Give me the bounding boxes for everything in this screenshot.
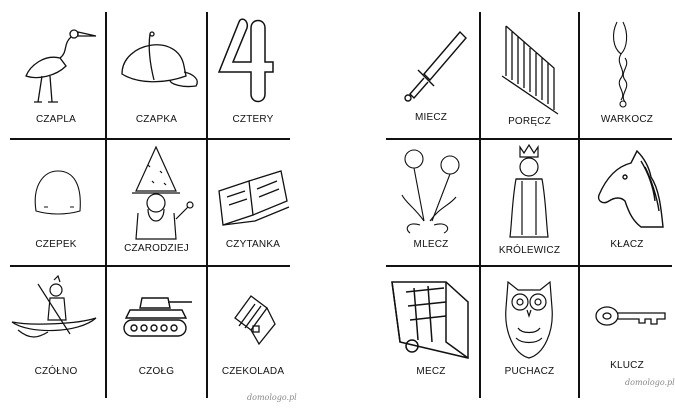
card-czapka bbox=[108, 14, 205, 138]
card-label: CZAPLA bbox=[35, 114, 77, 125]
card-label: KŁACZ bbox=[610, 239, 644, 250]
card-label: PORĘCZ bbox=[508, 116, 551, 127]
card-label: MIECZ bbox=[414, 112, 448, 123]
card-czolno bbox=[8, 268, 104, 392]
key-icon bbox=[581, 268, 673, 392]
card-label: CZOŁG bbox=[138, 366, 175, 377]
card-krolewicz bbox=[482, 141, 577, 265]
card-label: CZYTANKA bbox=[225, 239, 281, 250]
card-label: KRÓLEWICZ bbox=[498, 245, 561, 256]
card-cztery bbox=[209, 14, 297, 138]
card-label: PUCHACZ bbox=[504, 366, 555, 377]
card-mlecz bbox=[384, 141, 478, 265]
card-label: CZEPEK bbox=[35, 239, 77, 250]
left-board bbox=[0, 0, 300, 408]
card-mecz bbox=[384, 268, 478, 392]
card-klucz bbox=[581, 268, 673, 392]
card-porecz bbox=[482, 14, 577, 138]
card-label: MLECZ bbox=[413, 239, 449, 250]
card-czarodziej bbox=[108, 141, 205, 265]
card-czytanka bbox=[209, 141, 297, 265]
card-label: CZARODZIEJ bbox=[124, 243, 189, 254]
card-miecz bbox=[384, 14, 478, 138]
card-label: CZAPKA bbox=[135, 114, 178, 125]
card-warkocz bbox=[581, 14, 673, 138]
card-czolg bbox=[108, 268, 205, 392]
card-label: CZTERY bbox=[232, 114, 274, 125]
right-board bbox=[380, 0, 675, 408]
card-czekolada bbox=[209, 268, 297, 392]
card-label: KLUCZ bbox=[610, 360, 644, 371]
card-label: CZÓŁNO bbox=[34, 366, 78, 377]
card-label: WARKOCZ bbox=[600, 114, 654, 125]
card-klacz bbox=[581, 141, 673, 265]
card-label: CZEKOLADA bbox=[221, 366, 285, 377]
card-czepek bbox=[8, 141, 104, 265]
watermark: domologo.pl bbox=[625, 378, 675, 387]
watermark: domologo.pl bbox=[247, 393, 297, 402]
card-label: MECZ bbox=[416, 366, 446, 377]
card-puchacz bbox=[482, 268, 577, 392]
card-czapla bbox=[8, 14, 104, 138]
